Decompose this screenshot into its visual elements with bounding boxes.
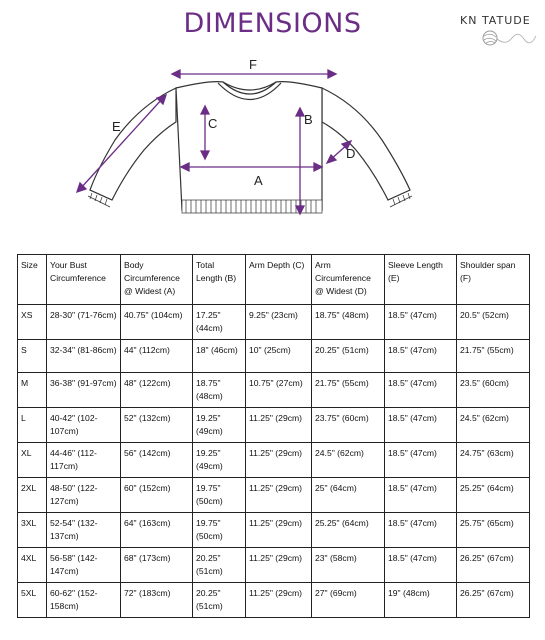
table-cell: 27" (69cm)	[312, 583, 385, 618]
table-cell: 26.25" (67cm)	[457, 583, 530, 618]
header-cell: Body Circumference @ Widest (A)	[121, 255, 193, 305]
label-e: E	[112, 119, 121, 134]
table-cell: 19.25" (49cm)	[193, 408, 246, 443]
table-cell: 21.75" (55cm)	[312, 373, 385, 408]
table-cell: 18.5" (47cm)	[385, 408, 457, 443]
table-cell: 56" (142cm)	[121, 443, 193, 478]
size-cell: XS	[18, 305, 47, 340]
table-cell: 20.25" (51cm)	[193, 548, 246, 583]
table-cell: 19.75" (50cm)	[193, 478, 246, 513]
table-cell: 18" (46cm)	[193, 340, 246, 373]
table-cell: 20.25" (51cm)	[312, 340, 385, 373]
header-cell: Total Length (B)	[193, 255, 246, 305]
table-row	[18, 373, 530, 408]
table-cell: 25.25" (64cm)	[457, 478, 530, 513]
label-b: B	[304, 112, 313, 127]
table-cell: 10" (25cm)	[246, 340, 312, 373]
table-cell: 68" (173cm)	[121, 548, 193, 583]
table-cell: 11.25" (29cm)	[246, 478, 312, 513]
table-cell: 11.25" (29cm)	[246, 443, 312, 478]
table-cell: 18.5" (47cm)	[385, 478, 457, 513]
header-cell: Your Bust Circumference	[47, 255, 121, 305]
table-cell: 44-46" (112-117cm)	[47, 443, 121, 478]
sweater-diagram	[60, 50, 480, 235]
table-row	[18, 583, 530, 618]
table-row	[18, 478, 530, 513]
sweater-outline	[90, 82, 410, 210]
table-cell: 56-58" (142-147cm)	[47, 548, 121, 583]
size-cell: 4XL	[18, 548, 47, 583]
table-cell: 18.5" (47cm)	[385, 548, 457, 583]
table-cell: 36-38" (91-97cm)	[47, 373, 121, 408]
table-cell: 52-54" (132-137cm)	[47, 513, 121, 548]
table-cell: 25.25" (64cm)	[312, 513, 385, 548]
table-cell: 23.5" (60cm)	[457, 373, 530, 408]
table-cell: 64" (163cm)	[121, 513, 193, 548]
table-row	[18, 305, 530, 340]
table-cell: 21.75" (55cm)	[457, 340, 530, 373]
dimensions-table	[17, 254, 530, 618]
size-cell: L	[18, 408, 47, 443]
table-cell: 24.75" (63cm)	[457, 443, 530, 478]
table-cell: 52" (132cm)	[121, 408, 193, 443]
table-header-row	[18, 255, 530, 305]
table-cell: 19.75" (50cm)	[193, 513, 246, 548]
table-cell: 10.75" (27cm)	[246, 373, 312, 408]
table-cell: 11.25" (29cm)	[246, 548, 312, 583]
table-cell: 60-62" (152-158cm)	[47, 583, 121, 618]
table-cell: 40.75" (104cm)	[121, 305, 193, 340]
table-cell: 19.25" (49cm)	[193, 443, 246, 478]
header-cell: Arm Depth (C)	[246, 255, 312, 305]
table-cell: 48" (122cm)	[121, 373, 193, 408]
table-row	[18, 443, 530, 478]
table-cell: 20.25" (51cm)	[193, 583, 246, 618]
label-f: F	[249, 57, 257, 72]
table-cell: 18.5" (47cm)	[385, 305, 457, 340]
table-cell: 11.25" (29cm)	[246, 583, 312, 618]
table-cell: 17.25" (44cm)	[193, 305, 246, 340]
table-cell: 25" (64cm)	[312, 478, 385, 513]
table-cell: 24.5" (62cm)	[457, 408, 530, 443]
table-cell: 23.75" (60cm)	[312, 408, 385, 443]
page-title: DIMENSIONS	[183, 8, 362, 39]
label-a: A	[254, 173, 263, 188]
table-cell: 19" (48cm)	[385, 583, 457, 618]
table-cell: 48-50" (122-127cm)	[47, 478, 121, 513]
table-cell: 24.5" (62cm)	[312, 443, 385, 478]
table-cell: 18.5" (47cm)	[385, 443, 457, 478]
table-cell: 18.75" (48cm)	[312, 305, 385, 340]
yarn-ball-icon	[482, 30, 538, 48]
size-cell: 5XL	[18, 583, 47, 618]
table-cell: 44" (112cm)	[121, 340, 193, 373]
table-row	[18, 408, 530, 443]
table-cell: 72" (183cm)	[121, 583, 193, 618]
table-cell: 18.5" (47cm)	[385, 373, 457, 408]
table-cell: 20.5" (52cm)	[457, 305, 530, 340]
table-cell: 60" (152cm)	[121, 478, 193, 513]
size-cell: XL	[18, 443, 47, 478]
table-cell: 11.25" (29cm)	[246, 408, 312, 443]
header-cell: Arm Circumference @ Widest (D)	[312, 255, 385, 305]
size-cell: M	[18, 373, 47, 408]
header-cell: Shoulder span (F)	[457, 255, 530, 305]
label-c: C	[208, 116, 218, 131]
table-cell: 28-30" (71-76cm)	[47, 305, 121, 340]
table-row	[18, 513, 530, 548]
table-cell: 40-42" (102-107cm)	[47, 408, 121, 443]
header-cell: Sleeve Length (E)	[385, 255, 457, 305]
table-cell: 32-34" (81-86cm)	[47, 340, 121, 373]
label-d: D	[346, 146, 356, 161]
brand-logo	[460, 10, 540, 50]
size-cell: 2XL	[18, 478, 47, 513]
size-cell: S	[18, 340, 47, 373]
table-cell: 11.25" (29cm)	[246, 513, 312, 548]
logo-text: KN TATUDE	[460, 14, 531, 27]
table-row	[18, 548, 530, 583]
table-cell: 18.5" (47cm)	[385, 340, 457, 373]
header-cell: Size	[18, 255, 47, 305]
table-cell: 23" (58cm)	[312, 548, 385, 583]
table-cell: 26.25" (67cm)	[457, 548, 530, 583]
table-cell: 25.75" (65cm)	[457, 513, 530, 548]
size-cell: 3XL	[18, 513, 47, 548]
table-cell: 18.5" (47cm)	[385, 513, 457, 548]
table-row	[18, 340, 530, 373]
table-cell: 9.25" (23cm)	[246, 305, 312, 340]
table-cell: 18.75" (48cm)	[193, 373, 246, 408]
